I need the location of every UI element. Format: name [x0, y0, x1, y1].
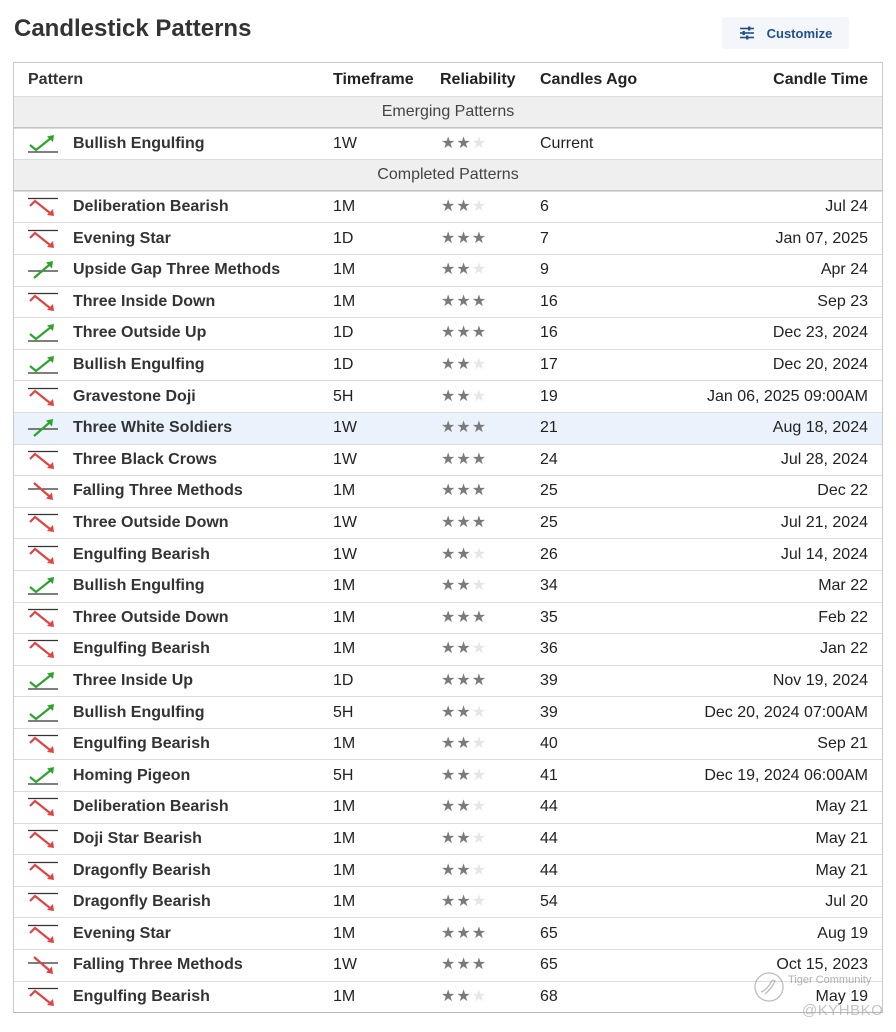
timeframe: 1M: [333, 893, 356, 911]
watermark-line2: @KYHBKO: [802, 1002, 884, 1019]
star-filled-icon: ★: [456, 608, 471, 626]
star-filled-icon: ★: [471, 292, 487, 310]
timeframe: 1M: [333, 861, 356, 879]
star-filled-icon: ★: [441, 514, 456, 532]
candles-ago: 34: [540, 577, 558, 595]
star-filled-icon: ★: [441, 829, 456, 847]
pattern-name[interactable]: Three White Soldiers: [73, 419, 233, 437]
pattern-name[interactable]: Bullish Engulfing: [73, 134, 205, 152]
table-row[interactable]: [14, 191, 882, 223]
bullish-reversal-icon: [27, 703, 59, 723]
candle-time: Sep 23: [817, 292, 868, 310]
candles-ago: 21: [540, 419, 558, 437]
pattern-name[interactable]: Bullish Engulfing: [73, 356, 205, 374]
pattern-name[interactable]: Engulfing Bearish: [73, 987, 210, 1005]
timeframe: 1M: [333, 608, 356, 626]
star-filled-icon: ★: [441, 482, 456, 500]
timeframe: 1D: [333, 324, 354, 342]
reliability-stars: [441, 515, 486, 531]
pattern-name[interactable]: Falling Three Methods: [73, 956, 243, 974]
candles-ago: 7: [540, 229, 549, 247]
header-pattern[interactable]: Pattern: [28, 70, 84, 88]
bearish-reversal-icon: [27, 229, 59, 249]
candles-ago: 6: [540, 198, 549, 216]
candles-ago: 24: [540, 450, 558, 468]
timeframe: 1W: [333, 419, 357, 437]
star-filled-icon: ★: [456, 356, 471, 374]
candle-time: May 19: [815, 987, 868, 1005]
reliability-stars: [441, 294, 486, 310]
star-filled-icon: ★: [456, 798, 471, 816]
bullish-continuation-icon: [27, 260, 59, 280]
reliability-stars: [441, 831, 486, 847]
candle-time: May 21: [815, 798, 868, 816]
star-filled-icon: ★: [441, 450, 456, 468]
bearish-reversal-icon: [27, 829, 59, 849]
candle-time: Jul 28, 2024: [780, 450, 868, 468]
reliability-stars: [441, 357, 486, 373]
reliability-stars: [441, 926, 486, 942]
candle-time: Jul 20: [825, 893, 868, 911]
candle-time: Aug 19: [817, 924, 868, 942]
table-row[interactable]: [14, 633, 882, 665]
candle-time: Jan 07, 2025: [775, 229, 868, 247]
timeframe: 1M: [333, 987, 356, 1005]
star-filled-icon: ★: [441, 640, 456, 658]
bearish-reversal-icon: [27, 387, 59, 407]
timeframe: 1D: [333, 229, 354, 247]
bullish-reversal-icon: [27, 134, 59, 154]
pattern-name[interactable]: Engulfing Bearish: [73, 640, 210, 658]
candles-ago: 65: [540, 956, 558, 974]
candles-ago: 16: [540, 292, 558, 310]
star-filled-icon: ★: [441, 671, 456, 689]
star-filled-icon: ★: [441, 577, 456, 595]
bearish-reversal-icon: [27, 639, 59, 659]
star-filled-icon: ★: [441, 735, 456, 753]
reliability-stars: [441, 452, 486, 468]
group-label: Emerging Patterns: [381, 102, 515, 120]
star-empty-icon: ★: [471, 735, 487, 753]
star-empty-icon: ★: [471, 577, 487, 595]
table-row[interactable]: [14, 949, 882, 981]
star-filled-icon: ★: [441, 798, 456, 816]
timeframe: 1W: [333, 450, 357, 468]
reliability-stars: [441, 641, 486, 657]
star-empty-icon: ★: [471, 198, 487, 216]
bearish-reversal-icon: [27, 861, 59, 881]
timeframe: 1M: [333, 735, 356, 753]
bearish-reversal-icon: [27, 892, 59, 912]
bearish-continuation-icon: [27, 955, 59, 975]
table-row[interactable]: [14, 507, 882, 539]
candle-time: Dec 20, 2024 07:00AM: [704, 703, 868, 721]
header-timeframe[interactable]: Timeframe: [333, 70, 414, 88]
star-empty-icon: ★: [471, 893, 487, 911]
star-empty-icon: ★: [471, 387, 487, 405]
star-filled-icon: ★: [441, 703, 456, 721]
timeframe: 1M: [333, 261, 356, 279]
group-label: Completed Patterns: [377, 165, 519, 183]
table-row[interactable]: [14, 475, 882, 507]
table-row[interactable]: [14, 412, 882, 444]
bearish-reversal-icon: [27, 197, 59, 217]
candle-time: Mar 22: [818, 577, 868, 595]
candles-ago: 19: [540, 387, 558, 405]
reliability-stars: [441, 989, 486, 1005]
star-filled-icon: ★: [456, 450, 471, 468]
candles-ago: 25: [540, 514, 558, 532]
candles-ago: 35: [540, 608, 558, 626]
bullish-reversal-icon: [27, 355, 59, 375]
candles-ago: 17: [540, 356, 558, 374]
timeframe: 1D: [333, 356, 354, 374]
candles-ago: 41: [540, 766, 558, 784]
reliability-stars: [441, 389, 486, 405]
star-filled-icon: ★: [471, 608, 487, 626]
reliability-stars: [441, 262, 486, 278]
bearish-reversal-icon: [27, 797, 59, 817]
candle-time: Aug 18, 2024: [772, 419, 868, 437]
candle-time: Dec 19, 2024 06:00AM: [704, 766, 868, 784]
candles-ago: 44: [540, 861, 558, 879]
pattern-name[interactable]: Three Inside Up: [73, 671, 194, 689]
star-filled-icon: ★: [441, 545, 456, 563]
pattern-name[interactable]: Three Black Crows: [73, 450, 218, 468]
timeframe: 5H: [333, 766, 354, 784]
star-filled-icon: ★: [441, 356, 456, 374]
candles-ago: 40: [540, 735, 558, 753]
star-filled-icon: ★: [471, 924, 487, 942]
candles-ago: 9: [540, 261, 549, 279]
pattern-name[interactable]: Bullish Engulfing: [73, 703, 205, 721]
header-candles-ago[interactable]: Candles Ago: [540, 70, 638, 88]
bearish-reversal-icon: [27, 924, 59, 944]
pattern-name[interactable]: Homing Pigeon: [73, 766, 191, 784]
timeframe: 1W: [333, 956, 357, 974]
star-filled-icon: ★: [471, 419, 487, 437]
reliability-stars: [441, 325, 486, 341]
star-filled-icon: ★: [441, 324, 456, 342]
table-row[interactable]: [14, 222, 882, 254]
star-empty-icon: ★: [471, 134, 487, 152]
bearish-reversal-icon: [27, 292, 59, 312]
star-filled-icon: ★: [471, 671, 487, 689]
star-empty-icon: ★: [471, 861, 487, 879]
pattern-name[interactable]: Evening Star: [73, 229, 171, 247]
candles-ago: 25: [540, 482, 558, 500]
timeframe: 1M: [333, 482, 356, 500]
star-filled-icon: ★: [456, 924, 471, 942]
bearish-reversal-icon: [27, 987, 59, 1007]
table-row[interactable]: [14, 538, 882, 570]
candle-time: Sep 21: [817, 735, 868, 753]
pattern-name[interactable]: Upside Gap Three Methods: [73, 261, 281, 279]
pattern-name[interactable]: Three Outside Up: [73, 324, 207, 342]
reliability-stars: [441, 957, 486, 973]
pattern-name[interactable]: Deliberation Bearish: [73, 198, 229, 216]
table-row[interactable]: [14, 349, 882, 381]
group-header-completed: [14, 159, 882, 191]
pattern-name[interactable]: Bullish Engulfing: [73, 577, 205, 595]
reliability-stars: [441, 863, 486, 879]
candles-ago: 54: [540, 893, 558, 911]
candles-ago: 39: [540, 703, 558, 721]
table-row[interactable]: [14, 759, 882, 791]
timeframe: 5H: [333, 703, 354, 721]
star-filled-icon: ★: [441, 608, 456, 626]
star-filled-icon: ★: [441, 134, 456, 152]
bullish-reversal-icon: [27, 323, 59, 343]
star-filled-icon: ★: [441, 387, 456, 405]
reliability-stars: [441, 736, 486, 752]
candle-time: Jan 06, 2025 09:00AM: [706, 387, 868, 405]
star-filled-icon: ★: [441, 987, 456, 1005]
bullish-reversal-icon: [27, 766, 59, 786]
candle-time: Oct 15, 2023: [776, 956, 868, 974]
candle-time: Jul 14, 2024: [780, 545, 868, 563]
customize-button[interactable]: [722, 17, 849, 49]
header-reliability[interactable]: Reliability: [440, 70, 516, 88]
candle-time: Jul 21, 2024: [780, 514, 868, 532]
candle-time: Dec 22: [817, 482, 868, 500]
star-filled-icon: ★: [456, 324, 471, 342]
bullish-reversal-icon: [27, 671, 59, 691]
table-row[interactable]: [14, 380, 882, 412]
bullish-continuation-icon: [27, 418, 59, 438]
pattern-name[interactable]: Gravestone Doji: [73, 387, 196, 405]
star-filled-icon: ★: [441, 261, 456, 279]
candles-ago: 44: [540, 798, 558, 816]
star-filled-icon: ★: [441, 229, 456, 247]
star-filled-icon: ★: [441, 419, 456, 437]
candles-ago: 65: [540, 924, 558, 942]
timeframe: 1W: [333, 514, 357, 532]
candles-ago: 44: [540, 829, 558, 847]
reliability-stars: [441, 768, 486, 784]
star-filled-icon: ★: [471, 229, 487, 247]
star-filled-icon: ★: [456, 229, 471, 247]
table-row[interactable]: [14, 917, 882, 949]
pattern-name[interactable]: Engulfing Bearish: [73, 545, 210, 563]
star-filled-icon: ★: [441, 956, 456, 974]
star-filled-icon: ★: [471, 956, 487, 974]
star-filled-icon: ★: [456, 577, 471, 595]
reliability-stars: [441, 483, 486, 499]
star-filled-icon: ★: [441, 766, 456, 784]
star-empty-icon: ★: [471, 356, 487, 374]
star-filled-icon: ★: [456, 387, 471, 405]
star-empty-icon: ★: [471, 766, 487, 784]
table-row[interactable]: [14, 981, 882, 1013]
pattern-name[interactable]: Three Inside Down: [73, 292, 216, 310]
star-filled-icon: ★: [456, 134, 471, 152]
group-header-emerging: [14, 96, 882, 128]
star-filled-icon: ★: [456, 419, 471, 437]
star-filled-icon: ★: [456, 987, 471, 1005]
bearish-reversal-icon: [27, 513, 59, 533]
table-row[interactable]: [14, 286, 882, 318]
timeframe: 1M: [333, 198, 356, 216]
star-empty-icon: ★: [471, 798, 487, 816]
table-row[interactable]: [14, 823, 882, 855]
candle-time: Feb 22: [818, 608, 868, 626]
star-empty-icon: ★: [471, 261, 487, 279]
bearish-continuation-icon: [27, 481, 59, 501]
star-filled-icon: ★: [471, 514, 487, 532]
table-row[interactable]: [14, 444, 882, 476]
star-filled-icon: ★: [471, 450, 487, 468]
table-row[interactable]: [14, 570, 882, 602]
table-row[interactable]: [14, 791, 882, 823]
star-filled-icon: ★: [456, 261, 471, 279]
bearish-reversal-icon: [27, 734, 59, 754]
candle-time: May 21: [815, 861, 868, 879]
timeframe: 1M: [333, 577, 356, 595]
watermark-line1: Tiger Community: [788, 974, 872, 986]
reliability-stars: [441, 578, 486, 594]
table-row[interactable]: [14, 317, 882, 349]
star-filled-icon: ★: [456, 956, 471, 974]
pattern-name[interactable]: Deliberation Bearish: [73, 798, 229, 816]
star-empty-icon: ★: [471, 545, 487, 563]
header-candle-time[interactable]: Candle Time: [773, 70, 868, 88]
timeframe: 1M: [333, 924, 356, 942]
star-filled-icon: ★: [441, 198, 456, 216]
candles-ago: 68: [540, 987, 558, 1005]
candle-time: Jul 24: [825, 198, 868, 216]
reliability-stars: [441, 136, 486, 152]
table-row[interactable]: [14, 886, 882, 918]
table-row[interactable]: [14, 665, 882, 697]
reliability-stars: [441, 673, 486, 689]
star-empty-icon: ★: [471, 703, 487, 721]
candle-time: Jan 22: [819, 640, 868, 658]
timeframe: 1W: [333, 134, 357, 152]
star-filled-icon: ★: [456, 735, 471, 753]
pattern-name[interactable]: Three Outside Down: [73, 608, 229, 626]
star-empty-icon: ★: [471, 987, 487, 1005]
reliability-stars: [441, 610, 486, 626]
reliability-stars: [441, 420, 486, 436]
star-filled-icon: ★: [456, 514, 471, 532]
timeframe: 1W: [333, 545, 357, 563]
reliability-stars: [441, 799, 486, 815]
customize-label: Customize: [766, 25, 833, 41]
table-row[interactable]: [14, 728, 882, 760]
star-filled-icon: ★: [441, 893, 456, 911]
bearish-reversal-icon: [27, 545, 59, 565]
sliders-icon: [739, 26, 755, 40]
candle-time: Dec 23, 2024: [772, 324, 868, 342]
candles-ago: Current: [540, 134, 594, 152]
pattern-name[interactable]: Dragonfly Bearish: [73, 861, 211, 879]
star-filled-icon: ★: [441, 861, 456, 879]
reliability-stars: [441, 894, 486, 910]
table-row[interactable]: [14, 602, 882, 634]
star-empty-icon: ★: [471, 640, 487, 658]
pattern-name[interactable]: Three Outside Down: [73, 514, 229, 532]
page-title: Candlestick Patterns: [14, 15, 252, 42]
reliability-stars: [441, 705, 486, 721]
star-filled-icon: ★: [456, 829, 471, 847]
bearish-reversal-icon: [27, 608, 59, 628]
reliability-stars: [441, 547, 486, 563]
star-filled-icon: ★: [456, 545, 471, 563]
star-filled-icon: ★: [456, 292, 471, 310]
candle-time: Dec 20, 2024: [772, 356, 868, 374]
bullish-reversal-icon: [27, 576, 59, 596]
candles-ago: 39: [540, 671, 558, 689]
timeframe: 1M: [333, 292, 356, 310]
pattern-name[interactable]: Engulfing Bearish: [73, 735, 210, 753]
candles-ago: 16: [540, 324, 558, 342]
timeframe: 1D: [333, 671, 354, 689]
table-row[interactable]: [14, 254, 882, 286]
star-filled-icon: ★: [456, 703, 471, 721]
timeframe: 5H: [333, 387, 354, 405]
star-filled-icon: ★: [441, 292, 456, 310]
table-header: [14, 63, 882, 96]
candles-ago: 36: [540, 640, 558, 658]
star-filled-icon: ★: [456, 482, 471, 500]
timeframe: 1M: [333, 798, 356, 816]
patterns-table: [13, 62, 883, 1013]
pattern-name[interactable]: Evening Star: [73, 924, 171, 942]
table-row[interactable]: [14, 128, 882, 160]
pattern-name[interactable]: Falling Three Methods: [73, 482, 243, 500]
candle-time: Nov 19, 2024: [772, 671, 868, 689]
timeframe: 1M: [333, 829, 356, 847]
reliability-stars: [441, 199, 486, 215]
star-filled-icon: ★: [471, 482, 487, 500]
table-row[interactable]: [14, 696, 882, 728]
reliability-stars: [441, 231, 486, 247]
candle-time: Apr 24: [820, 261, 868, 279]
star-empty-icon: ★: [471, 829, 487, 847]
star-filled-icon: ★: [456, 861, 471, 879]
star-filled-icon: ★: [456, 893, 471, 911]
pattern-name[interactable]: Dragonfly Bearish: [73, 893, 211, 911]
star-filled-icon: ★: [456, 198, 471, 216]
star-filled-icon: ★: [456, 640, 471, 658]
timeframe: 1M: [333, 640, 356, 658]
pattern-name[interactable]: Doji Star Bearish: [73, 829, 202, 847]
bearish-reversal-icon: [27, 450, 59, 470]
star-filled-icon: ★: [471, 324, 487, 342]
table-row[interactable]: [14, 854, 882, 886]
candles-ago: 26: [540, 545, 558, 563]
star-filled-icon: ★: [456, 671, 471, 689]
candle-time: May 21: [815, 829, 868, 847]
star-filled-icon: ★: [441, 924, 456, 942]
star-filled-icon: ★: [456, 766, 471, 784]
